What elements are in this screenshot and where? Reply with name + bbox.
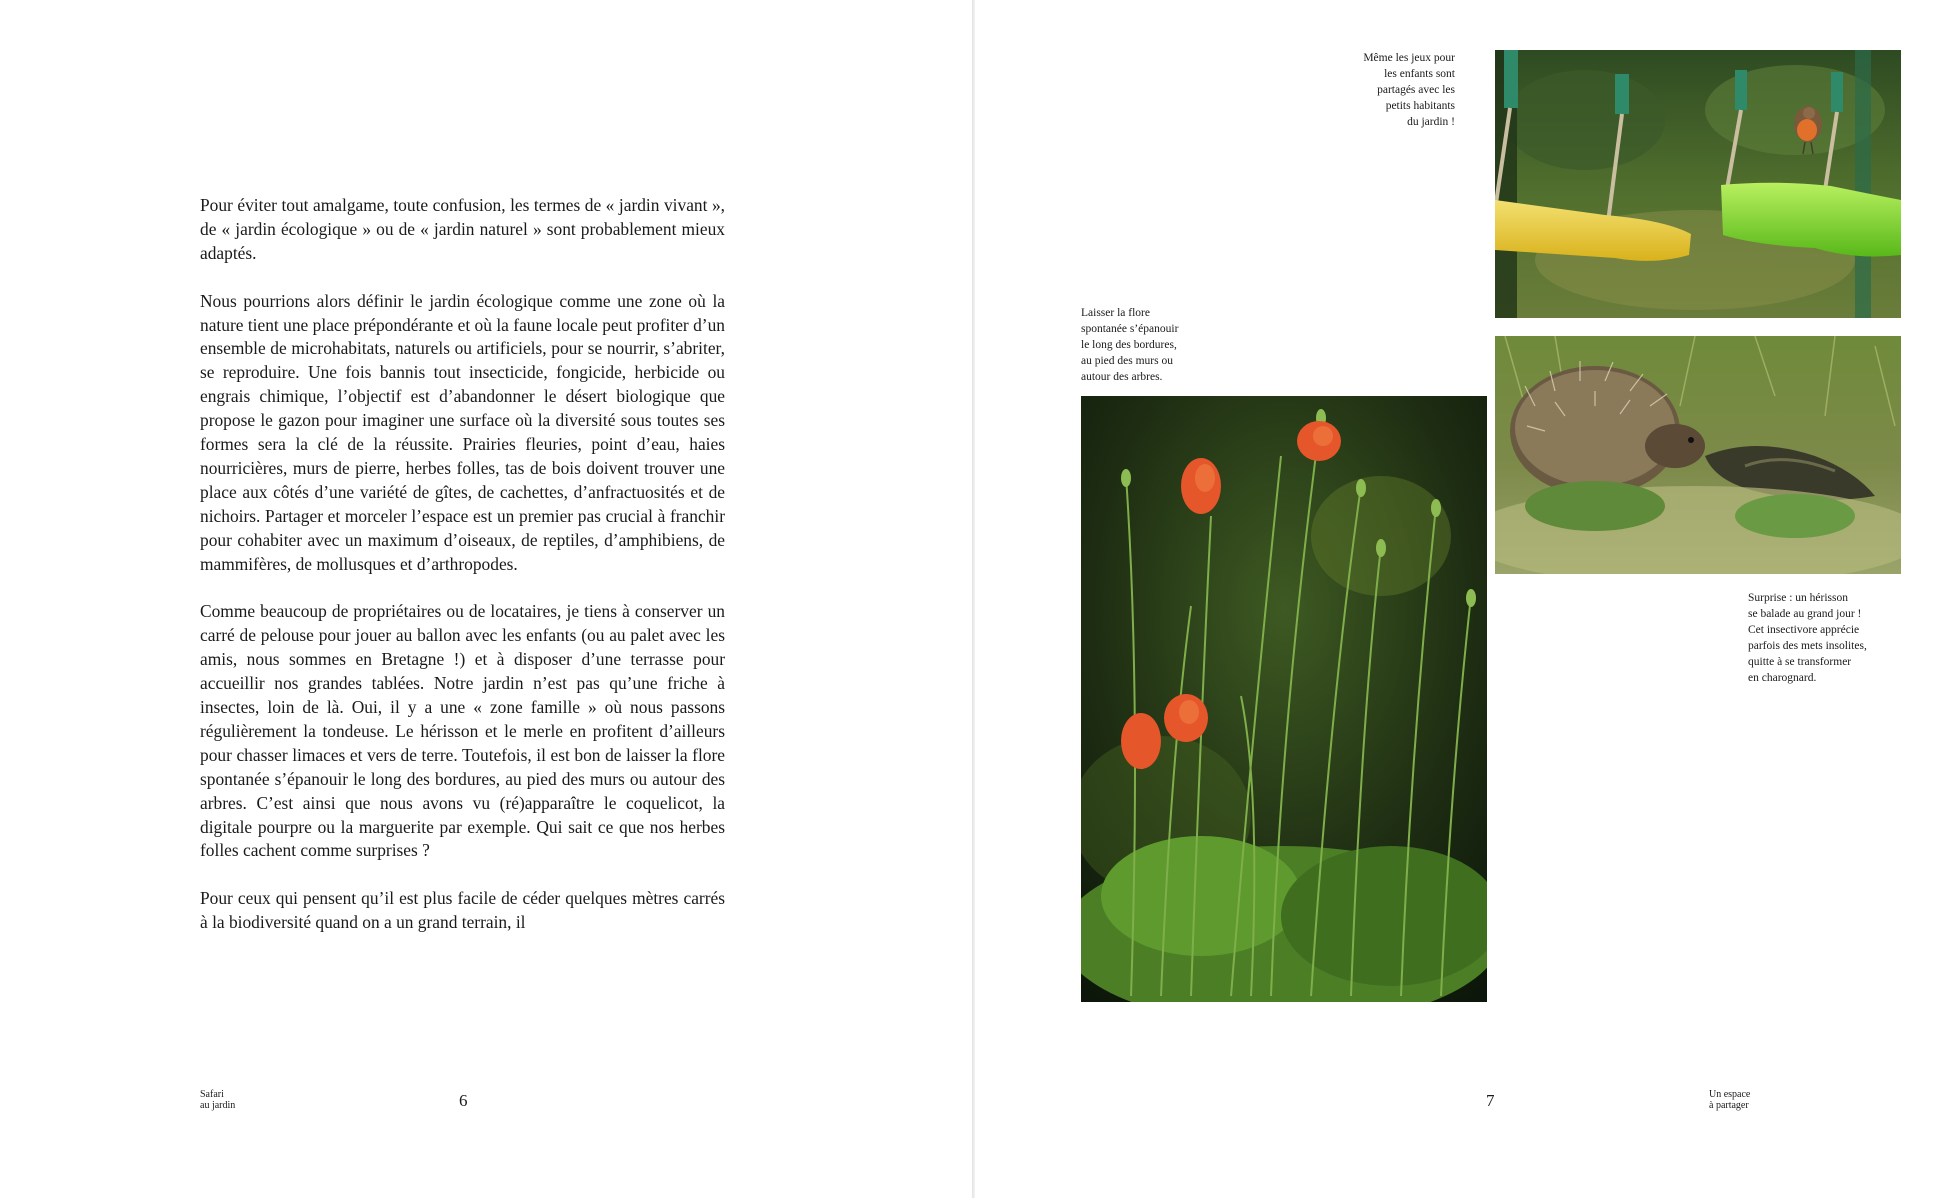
caption-line: partagés avec les [1377,84,1455,96]
running-title-line: à partager [1709,1100,1749,1111]
caption-line: le long des bordures, [1081,339,1177,351]
caption-line: Surprise : un hérisson [1748,592,1848,604]
poppies-photo [1081,396,1487,1002]
paragraph: Pour éviter tout amalgame, toute confusion, les termes de « jardin vivant », de « jardin écologique » ou de « jardin naturel » sont probablement mieux adaptés. [200,195,725,263]
caption-swings [1345,50,1455,130]
caption-line: Même les jeux pour [1363,52,1455,64]
hedgehog-photo [1495,336,1901,574]
body-text [200,194,725,959]
caption-hedgehog [1748,590,1908,686]
running-title-line: Safari [200,1089,224,1100]
paragraph: Nous pourrions alors définir le jardin écologique comme une zone où la nature tient une place prépondérante et où la faune locale peut profiter d’un ensemble de microhabitats, naturels ou artificiels, pour se nourrir, s’abriter, se reproduire. Une fois bannis tout insecticide, fongicide, herbicide ou engrais chimique, l’objectif est d’abandonner le désert biologique que propose le gazon pour imaginer une surface où la diversité sous toutes ses formes sera la clé de la réussite. Prairies fleuries, point d’eau, haies nourricières, murs de pierre, herbes folles, tas de bois doivent trouver une place aux côtés d’une variété de gîtes, de cachettes, d’anfractuosités et de nichoirs. Partager et morceler l’espace est un premier pas crucial à franchir pour cohabiter avec un maximum d’oiseaux, de reptiles, d’amphibiens, de mammifères, de mollusques et d’arthropodes. [200,290,725,574]
caption-line: petits habitants [1385,100,1455,112]
paragraph: Pour ceux qui pensent qu’il est plus facile de céder quelques mètres carrés à la biodiversité quand on a un grand terrain, il [200,888,725,933]
running-title-line: Un espace [1709,1089,1751,1100]
page-number-right: 7 [1486,1091,1495,1110]
caption-line: quitte à se transformer [1748,656,1852,668]
caption-line: Laisser la flore [1081,307,1150,319]
caption-line: au pied des murs ou [1081,355,1173,367]
caption-flora [1081,305,1251,385]
paragraph: Comme beaucoup de propriétaires ou de locataires, je tiens à conserver un carré de pelouse pour jouer au ballon avec les enfants (ou au palet avec les amis, nous sommes en Bretagne !) et à disposer d’une terrasse pour accueillir nos grandes tablées. Notre jardin n’est pas qu’une friche à insectes, loin de là. Oui, il y a une « zone famille » où nous passons régulièrement la tondeuse. Le hérisson et le merle en profitent d’ailleurs pour chasser limaces et vers de terre. Toutefois, il est bon de laisser la flore spontanée s’épanouir le long des bordures, au pied des murs ou autour des arbres. C’est ainsi que nous avons vu (ré)apparaître le coquelicot, la digitale pourpre ou la marguerite par exemple. Qui sait ce que nos herbes folles cachent comme surprises ? [200,601,725,861]
running-title-right [1709,1089,1789,1111]
caption-line: Cet insectivore apprécie [1748,624,1860,636]
swings-with-robin-photo [1495,50,1901,318]
running-title-left [200,1089,280,1111]
caption-line: en charognard. [1748,672,1817,684]
caption-line: autour des arbres. [1081,371,1163,383]
caption-line: parfois des mets insolites, [1748,640,1867,652]
running-title-line: au jardin [200,1100,236,1111]
caption-line: spontanée s’épanouir [1081,323,1179,335]
left-page [0,0,972,1198]
right-page [975,0,1946,1198]
caption-line: du jardin ! [1407,116,1455,128]
caption-line: les enfants sont [1384,68,1455,80]
caption-line: se balade au grand jour ! [1748,608,1862,620]
page-number-left: 6 [459,1091,468,1110]
